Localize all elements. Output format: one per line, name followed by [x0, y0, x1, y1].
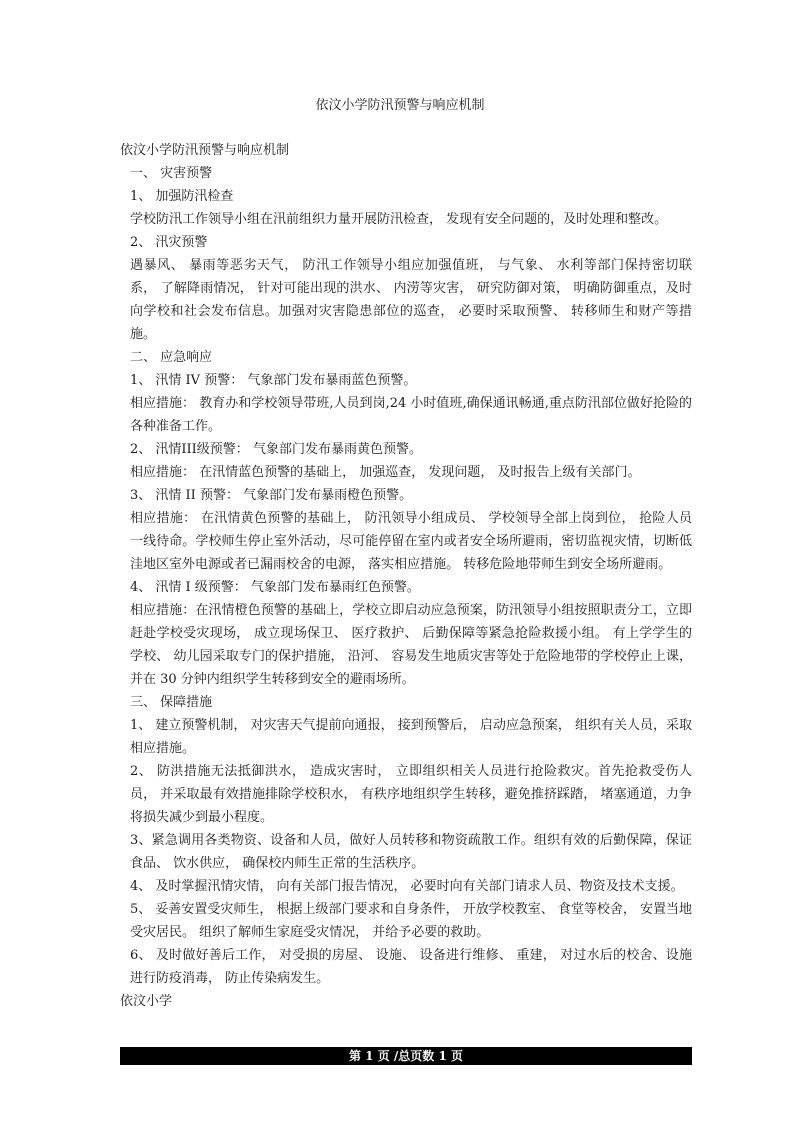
- document-paragraph: 三、 保障措施: [130, 695, 213, 710]
- document-paragraph: 1、 汛情 IV 预警： 气象部门发布暴雨蓝色预警。: [130, 373, 417, 388]
- page-footer: 第 1 页 /总页数 1 页: [120, 1047, 692, 1065]
- document-paragraph: 遇暴风、 暴雨等恶劣天气， 防汛工作领导小组应加强值班， 与气象、 水利等部门保持密切联系， 了解降雨情况， 针对可能出现的洪水、 内涝等灾害， 研究防御对策， 明确防御重点，及时向学校和社会发布信息。加强对灾害隐患部位的巡查， 必要时采取预警、 转移师生和财产等措施。: [130, 258, 692, 342]
- document-paragraph: 2、 防洪措施无法抵御洪水， 造成灾害时， 立即组织相关人员进行抢险救灾。首先抢救受伤人员， 并采取最有效措施排除学校积水， 有秩序地组织学生转移，避免推挤踩踏， 堵塞通道，力争将损失减少到最小程度。: [130, 764, 692, 825]
- document-paragraph: 依汶小学: [120, 994, 173, 1009]
- document-paragraph: 4、 汛情 I 级预警： 气象部门发布暴雨红色预警。: [130, 580, 420, 595]
- document-paragraph: 1、 建立预警机制， 对灾害天气提前向通报， 接到预警后， 启动应急预案， 组织有关人员，采取相应措施。: [130, 718, 692, 756]
- document-paragraph: 3、紧急调用各类物资、设备和人员，做好人员转移和物资疏散工作。组织有效的后勤保障，保证食品、 饮水供应， 确保校内师生正常的生活秩序。: [130, 833, 692, 871]
- document-paragraph: 2、 汛灾预警: [130, 235, 208, 250]
- document-paragraph: 相应措施：在汛情橙色预警的基础上，学校立即启动应急预案，防汛领导小组按照职责分工，立即赶赴学校受灾现场， 成立现场保卫、 医疗救护、 后勤保障等紧急抢险救援小组。 有上学学生的学校、 幼儿园采取专门的保护措施， 沿河、 容易发生地质灾害等处于危险地带的学校停止上课， 并在 30 分钟内组织学生转移到安全的避雨场所。: [130, 603, 692, 687]
- document-paragraph: 6、 及时做好善后工作， 对受损的房屋、 设施、 设备进行维修、 重建， 对过水后的校舍、设施进行防疫消毒， 防止传染病发生。: [130, 948, 692, 986]
- document-paragraph: 一、 灾害预警: [130, 166, 213, 181]
- document-paragraph: 相应措施： 在汛情黄色预警的基础上， 防汛领导小组成员、 学校领导全部上岗到位， 抢险人员一线待命。学校师生停止室外活动，尽可能停留在室内或者安全场所避雨，密切监视灾情，切断低洼地区室外电源或者已漏雨校舍的电源， 落实相应措施。 转移危险地带师生到安全场所避雨。: [130, 511, 692, 572]
- document-paragraph: 相应措施： 教育办和学校领导带班,人员到岗,24 小时值班,确保通讯畅通,重点防汛部位做好抢险的各种准备工作。: [130, 396, 692, 434]
- document-paragraph: 3、 汛情 II 预警： 气象部门发布暴雨橙色预警。: [130, 488, 413, 503]
- document-paragraph: 学校防汛工作领导小组在汛前组织力量开展防汛检查， 发现有安全问题的，及时处理和整改。: [130, 212, 668, 227]
- document-paragraph: 1、 加强防汛检查: [130, 189, 234, 204]
- document-paragraph: 相应措施： 在汛情蓝色预警的基础上， 加强巡查， 发现问题， 及时报告上级有关部门。: [130, 465, 641, 480]
- document-title: 依汶小学防汛预警与响应机制: [315, 98, 485, 113]
- document-paragraph: 5、 妥善安置受灾师生， 根据上级部门要求和自身条件， 开放学校教室、 食堂等校舍， 安置当地受灾居民。 组织了解师生家庭受灾情况， 并给予必要的救助。: [130, 902, 692, 940]
- document-paragraph: 2、 汛情III级预警： 气象部门发布暴雨黄色预警。: [130, 442, 422, 457]
- document-paragraph: 4、 及时掌握汛情灾情， 向有关部门报告情况， 必要时向有关部门请求人员、物资及技术支援。: [130, 879, 684, 894]
- document-paragraph: 二、 应急响应: [130, 350, 213, 365]
- document-paragraph: 依汶小学防汛预警与响应机制: [120, 143, 290, 158]
- document-body: [120, 139, 692, 1013]
